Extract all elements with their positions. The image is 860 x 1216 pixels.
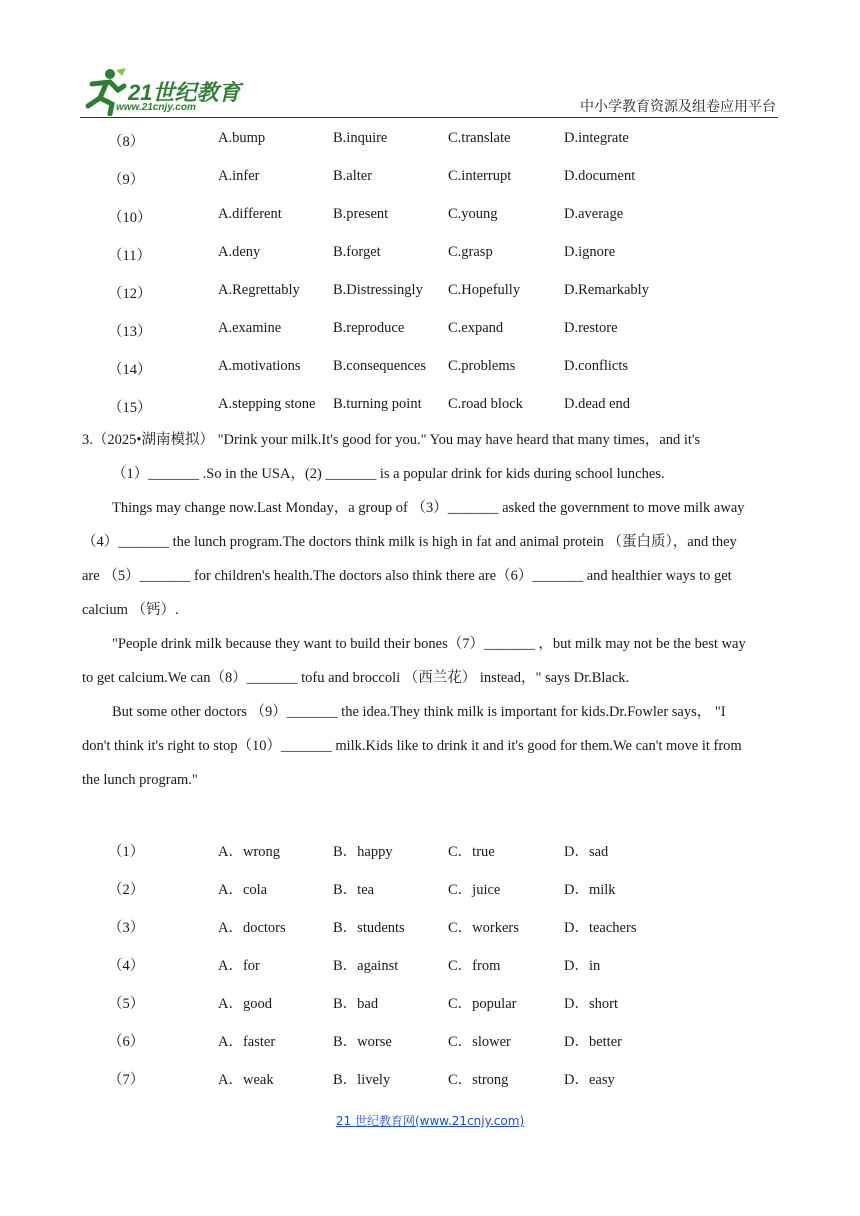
option-c: C．juice	[448, 882, 501, 898]
option-b: B.present	[333, 206, 389, 222]
passage-line: （4）_______ the lunch program.The doctors think milk is high in fat and animal protein （蛋白质），and they	[82, 534, 737, 550]
option-d: D．short	[564, 996, 618, 1012]
option-a: A.Regrettably	[218, 282, 300, 298]
question-3-passage	[82, 423, 782, 797]
option-number: （15）	[108, 400, 152, 416]
platform-name: 中小学教育资源及组卷应用平台	[580, 99, 776, 115]
option-a: A．for	[218, 958, 260, 974]
option-c: C.problems	[448, 358, 516, 374]
option-b: B．students	[333, 920, 405, 936]
passage-line: But some other doctors （9）_______ the idea.They think milk is important for kids.Dr.Fowler says， "I	[112, 704, 726, 720]
option-d: D.integrate	[564, 130, 629, 146]
option-a: A．faster	[218, 1034, 276, 1050]
option-a: A.stepping stone	[218, 396, 316, 412]
option-c: C.translate	[448, 130, 511, 146]
option-d: D.average	[564, 206, 624, 222]
option-b: B．against	[333, 958, 399, 974]
option-c: C.young	[448, 206, 498, 222]
option-number: （5）	[108, 996, 145, 1012]
option-d: D．easy	[564, 1072, 615, 1088]
passage-line: the lunch program."	[82, 772, 198, 788]
option-number: （9）	[108, 172, 145, 188]
option-b: B.alter	[333, 168, 373, 184]
option-b: B.reproduce	[333, 320, 405, 336]
option-c: C.expand	[448, 320, 504, 336]
option-c: C．slower	[448, 1034, 511, 1050]
footer-link[interactable]: 21 世纪教育网(www.21cnjy.com)	[335, 1114, 525, 1128]
option-d: D.document	[564, 168, 636, 184]
option-a: A．cola	[218, 882, 268, 898]
option-c: C．strong	[448, 1072, 509, 1088]
option-b: B．happy	[333, 844, 393, 860]
option-b: B．tea	[333, 882, 375, 898]
option-a: A．good	[218, 996, 272, 1012]
option-number: （2）	[108, 882, 145, 898]
passage-line: to get calcium.We can（8）_______ tofu and broccoli （西兰花） instead，" says Dr.Black.	[82, 670, 630, 686]
passage-line: are （5）_______ for children's health.The doctors also think there are（6）_______ and healthier ways to get	[82, 568, 732, 584]
option-a: A.deny	[218, 244, 261, 260]
passage-line: don't think it's right to stop（10）_______ milk.Kids like to drink it and it's good for them.We can't move it from	[82, 738, 742, 754]
option-c: C．true	[448, 844, 495, 860]
option-number: （7）	[108, 1072, 145, 1088]
option-d: D.conflicts	[564, 358, 629, 374]
option-number: （14）	[108, 362, 152, 378]
option-c: C．from	[448, 958, 501, 974]
option-d: D．milk	[564, 882, 616, 898]
option-a: A．doctors	[218, 920, 286, 936]
passage-line: 3.（2025•湖南模拟） "Drink your milk.It's good for you." You may have heard that many times，and it's	[82, 432, 701, 448]
option-a: A.motivations	[218, 358, 301, 374]
passage-line: （1）_______ .So in the USA，(2) _______ is a popular drink for kids during school lunches.	[112, 466, 665, 482]
option-number: （10）	[108, 210, 152, 226]
passage-line: Things may change now.Last Monday，a group of （3）_______ asked the government to move milk away	[112, 500, 745, 516]
option-b: B．worse	[333, 1034, 392, 1050]
option-d: D.ignore	[564, 244, 616, 260]
option-c: C.Hopefully	[448, 282, 521, 298]
option-c: C．popular	[448, 996, 517, 1012]
option-a: A．wrong	[218, 844, 281, 860]
option-a: A.different	[218, 206, 282, 222]
logo-url: www.21cnjy.com	[116, 102, 196, 113]
option-d: D．teachers	[564, 920, 637, 936]
option-d: D．in	[564, 958, 601, 974]
option-number: （12）	[108, 286, 152, 302]
option-b: B．lively	[333, 1072, 391, 1088]
option-number: （11）	[108, 248, 151, 264]
header-divider	[80, 117, 778, 118]
option-a: A.infer	[218, 168, 260, 184]
option-c: C.interrupt	[448, 168, 512, 184]
option-number: （3）	[108, 920, 145, 936]
option-a: A．weak	[218, 1072, 274, 1088]
option-number: （4）	[108, 958, 145, 974]
option-c: C．workers	[448, 920, 519, 936]
option-b: B.forget	[333, 244, 381, 260]
option-d: D.dead end	[564, 396, 631, 412]
option-b: B.consequences	[333, 358, 427, 374]
passage-line: "People drink milk because they want to build their bones（7）_______ ，but milk may not be the best way	[112, 636, 746, 652]
option-a: A.bump	[218, 130, 266, 146]
option-d: D．better	[564, 1034, 622, 1050]
option-c: C.grasp	[448, 244, 493, 260]
passage-line: calcium （钙）.	[82, 602, 179, 618]
option-b: B．bad	[333, 996, 379, 1012]
option-d: D.Remarkably	[564, 282, 649, 298]
option-d: D.restore	[564, 320, 618, 336]
option-number: （6）	[108, 1034, 145, 1050]
option-b: B.inquire	[333, 130, 388, 146]
option-b: B.Distressingly	[333, 282, 423, 298]
logo-title: 21世纪教育	[128, 80, 241, 105]
logo	[80, 66, 255, 116]
option-number: （1）	[108, 844, 145, 860]
option-number: （13）	[108, 324, 152, 340]
option-number: （8）	[108, 134, 145, 150]
option-a: A.examine	[218, 320, 282, 336]
option-d: D．sad	[564, 844, 609, 860]
option-b: B.turning point	[333, 396, 422, 412]
option-c: C.road block	[448, 396, 523, 412]
